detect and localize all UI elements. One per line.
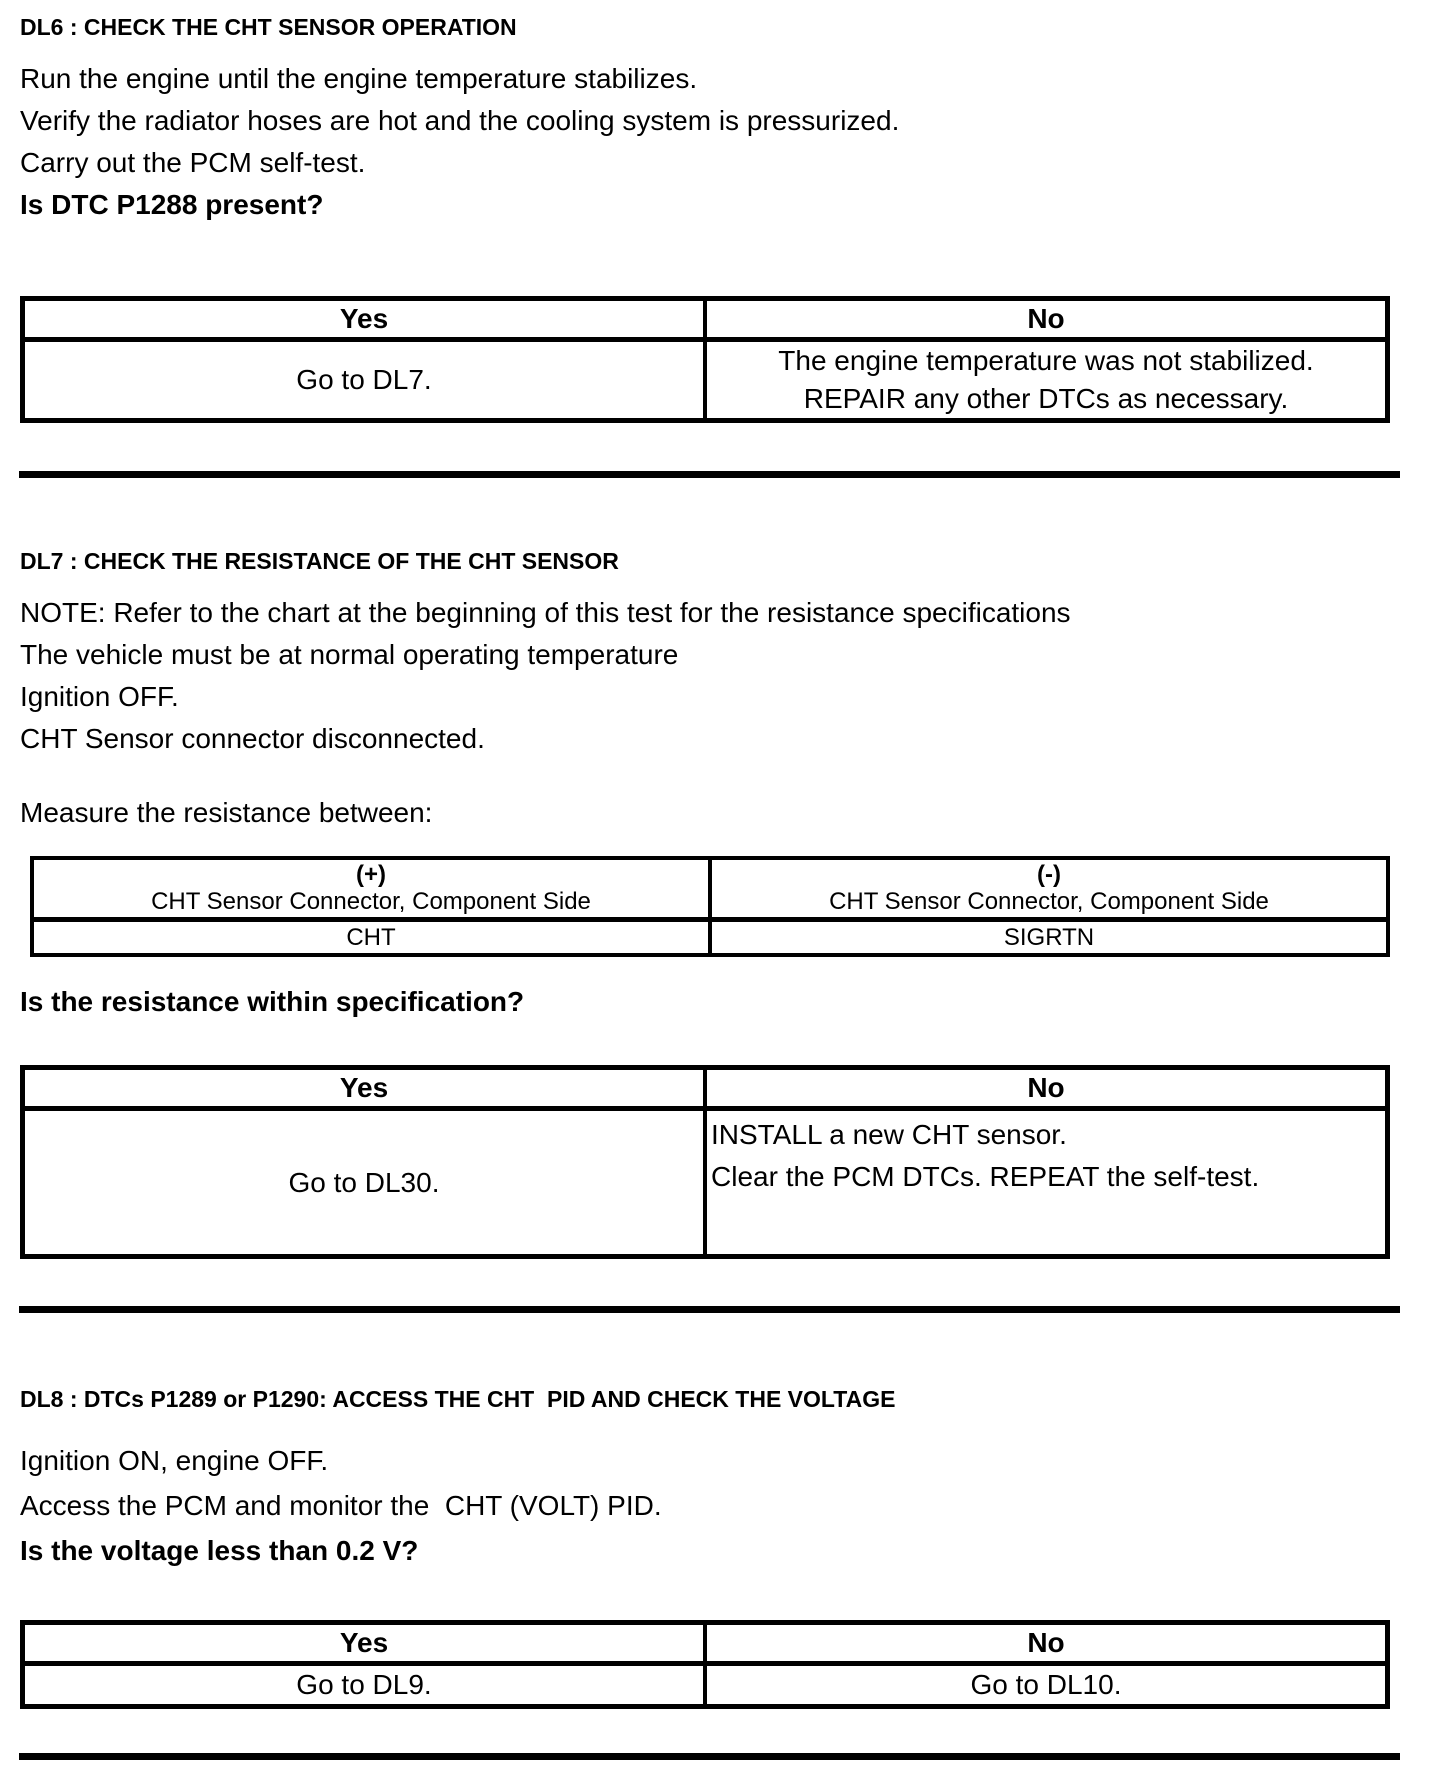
action-line: Clear the PCM DTCs. REPEAT the self-test. (711, 1161, 1260, 1192)
instruction-line: Run the engine until the engine temperature stabilizes. (20, 63, 698, 94)
decision-table (20, 296, 1390, 423)
section-heading: DL8 : DTCs P1289 or P1290: ACCESS THE CHT PID AND CHECK THE VOLTAGE (20, 1386, 896, 1412)
section-divider (19, 1306, 1400, 1313)
section-heading: DL6 : CHECK THE CHT SENSOR OPERATION (20, 14, 517, 40)
no-action-cell (705, 340, 1388, 421)
yes-action-cell (23, 1664, 706, 1707)
instruction-line: Carry out the PCM self-test. (20, 147, 366, 178)
connector-label: CHT Sensor Connector, Component Side (151, 888, 591, 915)
positive-pin-cell: CHT (32, 920, 710, 956)
decision-table (20, 1620, 1390, 1709)
decision-table-action-row (23, 1664, 1388, 1707)
polarity-sign: (+) (356, 861, 386, 888)
connector-label: CHT Sensor Connector, Component Side (829, 888, 1269, 915)
section-divider (19, 1753, 1400, 1760)
negative-pin-cell: SIGRTN (710, 920, 1388, 956)
decision-table-action-row (23, 1109, 1388, 1257)
measure-intro-line: Measure the resistance between: (20, 797, 433, 828)
yes-action-cell (23, 1109, 706, 1257)
action-line: Go to DL7. (296, 364, 432, 395)
instruction-line: CHT Sensor connector disconnected. (20, 723, 485, 754)
measurement-table-header-row (32, 858, 1388, 920)
negative-terminal-header (710, 858, 1388, 920)
decision-table-header-row (23, 1068, 1388, 1109)
decision-table-action-row (23, 340, 1388, 421)
measurement-table (30, 856, 1390, 957)
decision-question: Is the resistance within specification? (20, 986, 525, 1017)
no-action-cell (705, 1664, 1388, 1707)
instruction-line: Access the PCM and monitor the CHT (VOLT) PID. (20, 1490, 662, 1521)
action-line: REPAIR any other DTCs as necessary. (803, 383, 1289, 414)
pinpoint-test-section-dl8 (20, 1386, 1402, 1709)
decision-question: Is DTC P1288 present? (20, 189, 324, 220)
decision-table-header-row (23, 299, 1388, 340)
decision-table (20, 1065, 1390, 1259)
decision-question: Is the voltage less than 0.2 V? (20, 1535, 419, 1566)
action-line: INSTALL a new CHT sensor. (711, 1119, 1067, 1150)
no-column-header: No (705, 1623, 1388, 1664)
yes-column-header: Yes (23, 1068, 706, 1109)
yes-column-header: Yes (23, 1623, 706, 1664)
no-action-cell (705, 1109, 1388, 1257)
instruction-line: Verify the radiator hoses are hot and the cooling system is pressurized. (20, 105, 900, 136)
action-line: Go to DL10. (970, 1669, 1122, 1700)
decision-table-header-row (23, 1623, 1388, 1664)
no-column-header: No (705, 1068, 1388, 1109)
action-line: Go to DL30. (288, 1166, 440, 1198)
measurement-table-pin-row (32, 920, 1388, 956)
section-divider (19, 471, 1400, 478)
instruction-line: NOTE: Refer to the chart at the beginning of this test for the resistance specifications (20, 597, 1071, 628)
instruction-line: Ignition OFF. (20, 681, 179, 712)
positive-terminal-header (32, 858, 710, 920)
action-line: Go to DL9. (296, 1669, 432, 1700)
pinpoint-test-section-dl7 (20, 548, 1402, 1259)
no-column-header: No (705, 299, 1388, 340)
yes-column-header: Yes (23, 299, 706, 340)
pinpoint-test-section-dl6 (20, 14, 1402, 423)
section-heading: DL7 : CHECK THE RESISTANCE OF THE CHT SENSOR (20, 548, 619, 574)
polarity-sign: (-) (1037, 861, 1061, 888)
instruction-line: The vehicle must be at normal operating temperature (20, 639, 679, 670)
action-line: The engine temperature was not stabilized. (778, 345, 1314, 376)
instruction-line: Ignition ON, engine OFF. (20, 1445, 329, 1476)
yes-action-cell (23, 340, 706, 421)
